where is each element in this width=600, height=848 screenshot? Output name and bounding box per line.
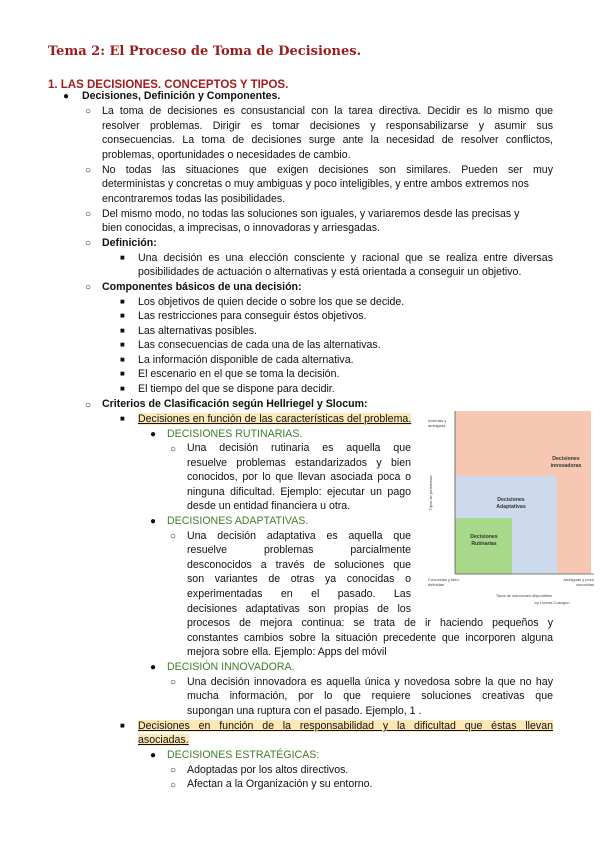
innovative-label: innovadoras [550,463,582,469]
p2-line: deterministas y concretas o muy ambiguas y poco inteligibles, y entre ambos extremos nos [102,178,529,190]
components-label: Componentes básicos de una decisión: [102,281,302,293]
adaptive-line: desconocidos a través de soluciones que [187,559,411,571]
square-bullet: ■ [120,311,125,320]
innovative-line: Una decisión innovadora es aquella única y novedosa sobre la que no hay [187,676,553,688]
p1-line: consecuencias. La toma de decisiones surge ante la necesidad de resolver conflictos, [102,134,553,146]
subsection-heading: Decisiones, Definición y Componentes. [82,90,281,102]
component-item: Los objetivos de quien decide o sobre los que se decide. [138,296,405,308]
p1-line: resolver problemas. Dirigir es tomar decisiones y responsabilizarse y asumir sus [102,120,553,132]
adaptive-line: mejora sobre ella. Ejemplo: Apps del móvil [187,646,387,658]
adaptive-line: resuelve problemas parcialmente [187,544,411,556]
square-bullet: ■ [120,369,125,378]
circle-bullet: ○ [170,531,177,542]
x-axis-label: Tipos de soluciones disponibles [495,593,553,598]
criteria-2-line [138,733,189,748]
top-left-label: ambiguas [428,423,446,428]
routine-line: desde un entidad financiera u otra. [187,500,351,512]
p2-line: No todas las situaciones que exigen decisiones son similares. Pueden ser muy [102,164,553,176]
definition-line: posibilidades de actuación o alternativas y está orientada a conseguir un objetivo. [138,266,522,278]
adaptive-line: decisiones adaptativas son propias de los [187,603,411,615]
bullet-dot: ● [150,429,157,440]
circle-bullet: ○ [85,106,92,117]
strategic-item: Afectan a la Organización y su entorno. [187,778,373,790]
circle-bullet: ○ [170,677,177,688]
adaptive-line: constantes cambios sobre la situación precedente que incorporen alguna [187,632,553,644]
bottom-left-label: Conocidas y bien [428,577,459,582]
circle-bullet: ○ [85,238,92,249]
component-item: Las restricciones para conseguir éstos objetivos. [138,310,367,322]
innovative-label: Decisiones [552,456,580,462]
adaptive-line: Una decisión adaptativa es aquella que [187,530,411,542]
adaptive-line: procesos de mejora continua: se trata de ir haciendo pequeños y [187,617,553,629]
criteria-2-text: Decisiones en función de la responsabilidad y la dificultad que éstas llevan [138,720,553,732]
y-axis-label: Tipos de problemas [428,475,433,511]
bottom-right-label: conocidas [575,582,594,587]
circle-bullet: ○ [85,282,92,293]
top-left-label: Inciertas y [428,418,447,423]
component-item: Las alternativas posibles. [138,325,257,337]
page-title: Tema 2: El Proceso de Toma de Decisiones. [48,44,362,59]
circle-bullet: ○ [85,400,92,411]
bottom-right-label: Ambiguas y poco [563,577,594,582]
section-heading: 1. LAS DECISIONES. CONCEPTOS Y TIPOS. [48,79,289,91]
square-bullet: ■ [120,355,125,364]
p1-line: problemas, oportunidades o necesidades de cambio. [102,149,351,161]
component-item: El escenario en el que se toma la decisión. [138,368,340,380]
bullet-dot: ● [63,91,70,102]
decision-types-diagram [426,403,596,608]
bullet-dot: ● [150,662,157,673]
strategic-heading: DECISIONES ESTRATÉGICAS: [167,749,320,761]
square-bullet: ■ [120,253,125,262]
adaptive-heading: DECISIONES ADAPTATIVAS. [167,515,309,527]
square-bullet: ■ [120,326,125,335]
criteria-1 [138,412,411,427]
component-item: El tiempo del que se dispone para decidir. [138,383,335,395]
definition-line: Una decisión es una elección consciente y racional que se realiza entre diversas [138,252,553,264]
square-bullet: ■ [120,340,125,349]
criteria-1-text: Decisiones en función de las características del problema. [138,413,412,425]
square-bullet: ■ [120,297,125,306]
component-item: La información disponible de cada alternativa. [138,354,354,366]
p2-line: encontraremos todas las posibilidades. [102,193,286,205]
strategic-item: Adoptadas por los altos directivos. [187,764,349,776]
routine-line: ninguna dificultad. Ejemplo: ejecutar un pago [187,486,411,498]
routine-line: conocidos, por lo que llevan asociada poca o [187,471,411,483]
circle-bullet: ○ [170,765,177,776]
innovative-line: supongan una ruptura con el pasado. Ejemplo, 1 . [187,705,422,717]
adaptive-label: Adaptativas [496,504,526,510]
p3-line: bien conocidas, a imprecisas, o innovadoras y arriesgadas. [102,222,380,234]
circle-bullet: ○ [85,165,92,176]
innovative-heading: DECISIÓN INNOVADORA. [167,661,295,673]
adaptive-line: son variantes de otras ya conocidas o [187,573,411,585]
p3-line: Del mismo modo, no todas las soluciones son iguales, y variaremos desde las precisas y [102,208,520,220]
routine-label: Rutinarias [471,541,497,547]
criteria-label: Criterios de Clasificación según Hellriegel y Slocum: [102,398,368,410]
bullet-dot: ● [150,516,157,527]
circle-bullet: ○ [170,444,177,455]
adaptive-label: Decisiones [497,497,525,503]
circle-bullet: ○ [85,209,92,220]
routine-line: Una decisión rutinaria es aquella que [187,442,411,454]
square-bullet: ■ [120,384,125,393]
square-bullet: ■ [120,414,125,423]
bullet-dot: ● [150,750,157,761]
p1-line: La toma de decisiones es consustancial con la tarea directiva. Decidir es lo mismo que [102,105,553,117]
component-item: Las consecuencias de cada una de las alternativas. [138,339,381,351]
bottom-left-label: definidas [428,582,445,587]
adaptive-line: experimentadas en el pasado. Las [187,588,411,600]
routine-line: resuelve problemas estandarizados y bien [187,457,411,469]
circle-bullet: ○ [170,780,177,791]
credit-label: by Lorena Cosagon [534,600,570,605]
innovative-line: mucha información, por lo que requiere soluciones creativas que [187,690,553,702]
criteria-2-text: asociadas. [138,734,189,746]
routine-heading: DECISIONES RUTINARIAS. [167,428,303,440]
routine-label: Decisiones [470,534,498,540]
square-bullet: ■ [120,721,125,730]
definition-label: Definición: [102,237,157,249]
criteria-2-line [138,719,553,734]
